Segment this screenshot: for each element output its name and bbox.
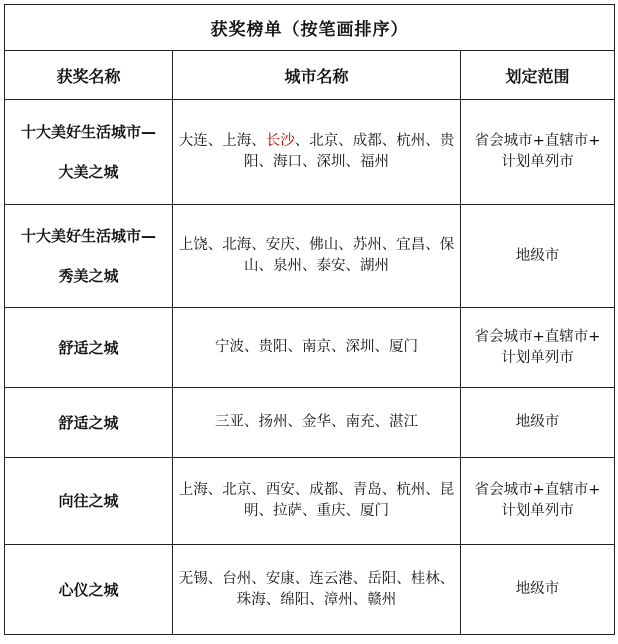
award-name-line: 大美之城 (58, 163, 119, 181)
cities-cell: 三亚、扬州、金华、南充、湛江 (173, 388, 461, 458)
cities-text: 大连、上海、 (178, 133, 266, 149)
table-title: 获奖榜单（按笔画排序） (5, 5, 615, 51)
scope-line: 计划单列市 (501, 349, 574, 366)
table-row (5, 458, 615, 545)
award-name-cell (5, 205, 173, 308)
cities-cell: 上饶、北海、安庆、佛山、苏州、宜昌、保山、泉州、泰安、湖州 (173, 205, 461, 308)
cities-cell: 宁波、贵阳、南京、深圳、厦门 (173, 308, 461, 388)
table-row (5, 100, 615, 205)
highlighted-city: 长沙 (265, 133, 295, 149)
scope-cell: 地级市 (461, 545, 615, 635)
scope-cell (461, 458, 615, 545)
award-name-cell: 向往之城 (5, 458, 173, 545)
scope-cell: 地级市 (461, 388, 615, 458)
cities-cell (173, 100, 461, 205)
scope-line: 省会城市+直辖市+ (474, 482, 601, 498)
award-name-cell: 舒适之城 (5, 388, 173, 458)
header-row (5, 51, 615, 100)
header-city-name: 城市名称 (173, 51, 461, 100)
scope-line: 省会城市+直辖市+ (474, 133, 601, 149)
award-name-cell (5, 100, 173, 205)
award-name-line: 十大美好生活城市— (20, 227, 156, 245)
award-list-table (4, 4, 615, 635)
award-name-cell: 舒适之城 (5, 308, 173, 388)
header-scope: 划定范围 (461, 51, 615, 100)
scope-line: 省会城市+直辖市+ (474, 328, 601, 345)
cities-text: 、北京、成都、杭州、贵阳、海口、深圳、福州 (244, 133, 455, 170)
cities-cell: 上海、北京、西安、成都、青岛、杭州、昆明、拉萨、重庆、厦门 (173, 458, 461, 545)
header-award-name: 获奖名称 (5, 51, 173, 100)
award-name-line: 秀美之城 (58, 267, 119, 285)
scope-line: 计划单列市 (501, 503, 574, 519)
award-name-cell: 心仪之城 (5, 545, 173, 635)
cities-cell: 无锡、台州、安康、连云港、岳阳、桂林、珠海、绵阳、漳州、赣州 (173, 545, 461, 635)
scope-cell (461, 100, 615, 205)
scope-line: 计划单列市 (501, 154, 574, 170)
award-name-line: 十大美好生活城市— (20, 123, 156, 141)
scope-cell: 地级市 (461, 205, 615, 308)
table-row (5, 205, 615, 308)
table-row (5, 388, 615, 458)
table-row (5, 308, 615, 388)
scope-cell (461, 308, 615, 388)
title-row (5, 5, 615, 51)
table-row (5, 545, 615, 635)
